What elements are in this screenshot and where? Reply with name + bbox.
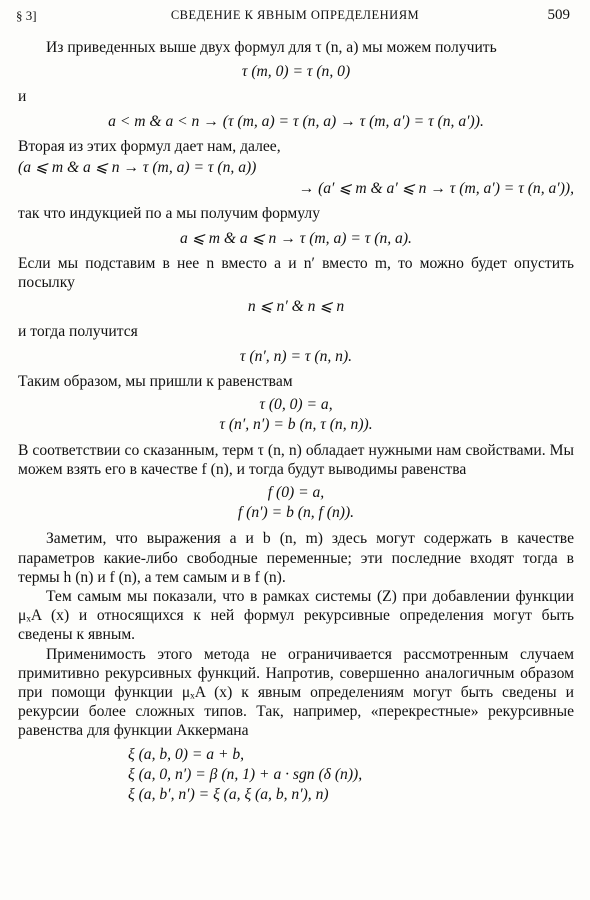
section-marker: § 3]	[16, 8, 37, 23]
formula-tau-base: τ (0, 0) = a,	[259, 396, 333, 414]
formula-induction-result: a ⩽ m & a ⩽ n → τ (m, a) = τ (n, a).	[180, 229, 412, 247]
formula-tau-step: τ (n′, n′) = b (n, τ (n, n)).	[219, 416, 373, 434]
paragraph-second-formula: Вторая из этих формул дает нам, далее,	[18, 137, 281, 155]
formula-group-tau	[18, 395, 574, 435]
page-body	[18, 38, 574, 811]
formula-implication-line1: (a ⩽ m & a ⩽ n → τ (m, a) = τ (n, a))	[18, 159, 257, 177]
running-header	[0, 6, 590, 28]
formula-f-base: f (0) = a,	[267, 484, 325, 502]
formula-ackermann-2: ξ (a, 0, n′) = β (n, 1) + a · sgn (δ (n)),	[128, 765, 363, 783]
formula-group-f	[18, 483, 574, 523]
paragraph-substitution: Если мы подставим в нее n вместо a и n′ вместо m, то можно будет опустить посылку	[18, 254, 574, 292]
formula-tau-zero: τ (m, 0) = τ (n, 0)	[241, 63, 351, 81]
formula-induction-step: a < m & a < n → (τ (m, a) = τ (n, a) → τ (m, a′) = τ (n, a′)).	[108, 112, 484, 130]
paragraph-equalities: Таким образом, мы пришли к равенствам	[18, 372, 293, 390]
formula-premise: n ⩽ n′ & n ⩽ n	[247, 298, 345, 316]
paragraph-accordance: В соответствии со сказанным, терм τ (n, n) обладает нужными нам свойствами. Мы можем взять его в качестве f (n), и тогда будут выводимы равенства	[18, 442, 574, 479]
paragraph-remark: Заметим, что выражения a и b (n, m) здесь могут содержать в качестве параметров какие-либо свободные переменные; эти последние входят тогда в термы h (n) и f (n), а тем самым и в f (n).	[18, 530, 574, 586]
conjunction-and: и	[18, 88, 27, 106]
paragraph-intro: Из приведенных выше двух формул для τ (n, a) мы можем получить	[46, 39, 497, 56]
formula-ackermann-1: ξ (a, b, 0) = a + b,	[128, 745, 245, 763]
paragraph-then: и тогда получится	[18, 323, 138, 341]
paragraph-induction: так что индукцией по a мы получим формулу	[18, 205, 320, 223]
paragraph-applicability: Применимость этого метода не ограничивается рассмотренным случаем примитивно рекурсивных функций. Напротив, совершенно аналогичным образом при помощи функции μₓA (x) к явным определениям могут быть сведены и рекурсии более сложных типов. Так, например, «перекрестные» рекурсивные равенства для функции Аккермана	[18, 645, 574, 740]
formula-f-step: f (n′) = b (n, f (n)).	[237, 504, 355, 522]
formula-implication-line2: → (a′ ⩽ m & a′ ⩽ n → τ (m, a′) = τ (n, a′)),	[298, 180, 574, 198]
formula-group-ackermann	[18, 745, 574, 805]
page-number: 509	[547, 7, 570, 23]
formula-equality: τ (n′, n) = τ (n, n).	[239, 347, 353, 365]
formula-ackermann-3: ξ (a, b′, n′) = ξ (a, ξ (a, b, n′), n)	[128, 785, 329, 803]
running-title: СВЕДЕНИЕ К ЯВНЫМ ОПРЕДЕЛЕНИЯМ	[170, 8, 420, 22]
paragraph-conclusion: Тем самым мы показали, что в рамках системы (Z) при добавлении функции μₓA (x) и относящихся к ней формул рекурсивные определения могут быть сведены к явным.	[18, 588, 574, 644]
